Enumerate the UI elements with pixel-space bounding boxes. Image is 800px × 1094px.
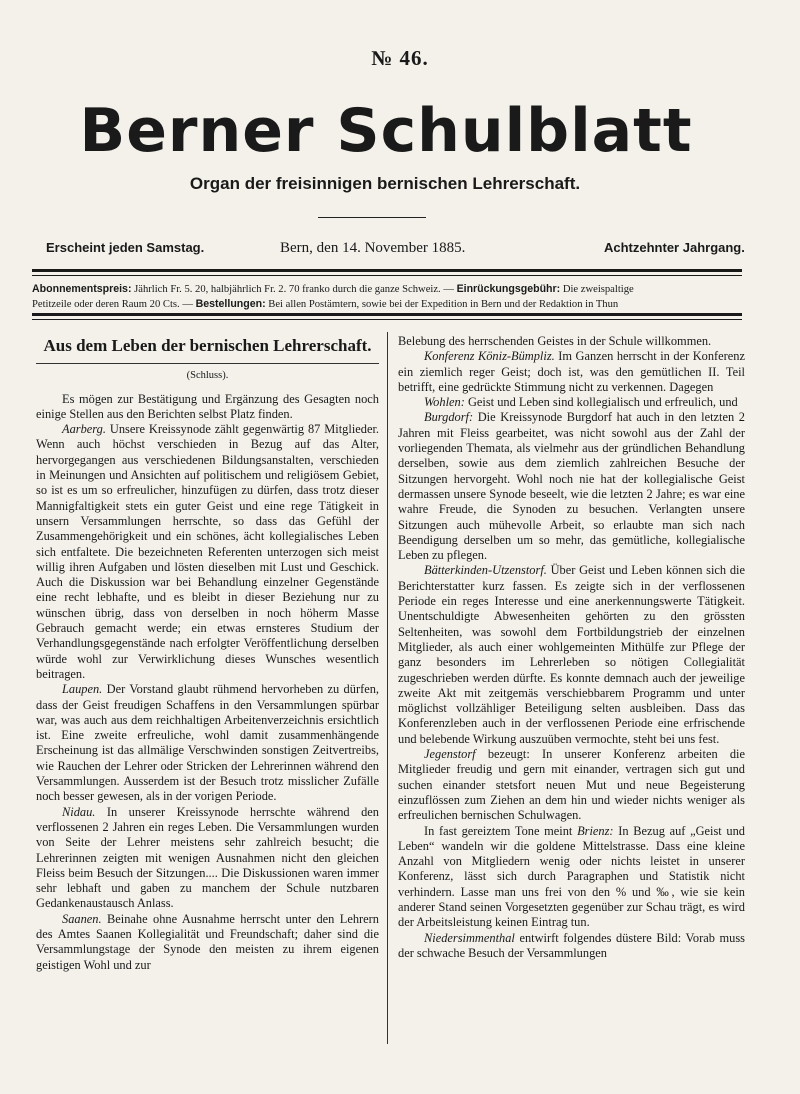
paragraph-text: In unserer Kreissynode herrschte während den verflossenen 2 Jahren ein reges Leben. Die Versammlungen wurden von Seite der Lehrer meistens sehr zahlreich besucht; die Lehrerinnen zeigten mit wenigen Ausnahmen nicht den gleichen Fleiss beim Besuch der Sitzungen.... Die Diskussionen waren immer sehr lebhaft und gaben zu manchem der Schule nutzbaren Gedankenaustausch Anlass. <box>36 804 379 911</box>
place-name: Wohlen: <box>424 395 465 410</box>
article-paragraph-saanen <box>36 912 379 973</box>
place-name: Laupen. <box>62 682 103 697</box>
column-divider <box>387 332 388 1044</box>
orders-text: Bei allen Postämtern, sowie bei der Expedition in Bern und der Redaktion in Thun <box>265 299 619 310</box>
paragraph-text: Der Vorstand glaubt rühmend hervorheben zu dürfen, dass der Geist freudigen Schaffens in den Versammlungen spürbar war, was auch aus dem reichhaltigen Arbeitenverzeichnis ersichtlich ist. Eine zweite erfreuliche, wohl damit zusammenhängende Erscheinung ist das allmälige Verschwinden sonstigen Zeitvertreibs, wie Rauchen der Lehrer oder Stricken der Lehrerinnen während den Versammlungen. Ausserdem ist der Besuch trotz misslicher Zufälle noch besser gewesen, als in der vorigen Periode. <box>36 682 379 804</box>
paragraph-text: entwirft folgendes düstere Bild: Vorab muss der schwache Besuch der Versammlungen <box>398 930 745 960</box>
article-paragraph: Es mögen zur Bestätigung und Ergänzung des Gesagten noch einige Stellen aus den Berichten selbst Platz finden. <box>36 391 379 421</box>
article-paragraph-wohlen <box>398 395 745 410</box>
volume-label: Achtzehnter Jahrgang. <box>604 240 745 255</box>
paragraph-text: Beinahe ohne Ausnahme herrscht unter den Lehrern des Amtes Saanen Kollegialität und Freundschaft; daher sind die Versammlungstage der Synode den meisten zu ihrem eigenen geistigen Wohl und zur <box>36 911 379 972</box>
subscription-info <box>32 282 742 312</box>
article-paragraph-brienz <box>398 824 745 931</box>
article-paragraph-baetterkinden <box>398 563 745 747</box>
article-paragraph-jegenstorf <box>398 747 745 823</box>
left-column <box>36 334 379 973</box>
place-name: Brienz: <box>577 823 614 838</box>
article-paragraph-nidau <box>36 805 379 912</box>
paragraph-text: In Bezug auf „Geist und Leben“ wandeln wir die goldene Mittelstrasse. Dass eine kleine Anzahl von Mitgliedern wenig oder nichts leistet in unserer Konferenz, lässt sich durch Paragraphen und Statistik nicht verhindern. Lasse man uns frei von den % und ‰, wie sie kein anderer Stand seinen Vorgesetzten gegenüber zur Schau trägt, es wird der Arbeitsleistung keinen Eintrag tun. <box>398 823 745 930</box>
publication-frequency: Erscheint jeden Samstag. <box>46 240 205 255</box>
continued-note: (Schluss). <box>186 370 229 382</box>
place-name: Bätterkinden-Utzenstorf. <box>424 563 547 578</box>
price-text: Jährlich Fr. 5. 20, halbjährlich Fr. 2. 70 franko durch die ganze Schweiz. — <box>131 284 457 295</box>
place-name: Saanen. <box>62 911 102 926</box>
paragraph-text: Unsere Kreissynode zählt gegenwärtig 87 Mitglieder. Wenn auch höchst verschieden in Bezug auf das Alter, hervorgegangen aus verschiedenen Bildungsanstalten, verschieden in Meinungen und Ansichten auf politischem und religiösem Gebiet, so ist es um so erfreulicher, hinzufügen zu dürfen, dass trotz dieser Mannigfaltigkeit stets ein guter Geist und eine rege Tätigkeit in unsern Versammlungen herrschte, so dass das Gefühl der Zusammengehörigkeit und ein schönes, ächt kollegialisches Leben sich entfaltete. Die bezeichneten Referenten unterzogen sich meist willig ihren Aufgaben und lösten dieselben mit Lust und Geschick. Auch die Diskussion war bei Behandlung einzelner Gegenstände eine recht lebhafte, und es bleibt in dieser Beziehung nur zu wünschen übrig, dass von derselben in noch höherm Masse Gebrauch gemacht werde; ein etwas ernsteres Studium der Verhandlungsgegenstände nach erfolgter Veröffentlichung derselben würde wohl zur Verwirklichung dieses Wunsches wesentlich beitragen. <box>36 422 379 681</box>
article-paragraph-aarberg <box>36 422 379 682</box>
orders-label: Bestellungen: <box>195 298 266 310</box>
header-rule-top <box>32 269 742 272</box>
place-name: Konferenz Köniz-Bümpliz. <box>424 349 555 364</box>
paragraph-text: Die Kreissynode Burgdorf hat auch in den letzten 2 Jahren mit Fleiss gearbeitet, was nicht sowohl aus der Zahl der vorliegenden Themata, als vielmehr aus der gründlichen Behandlung derselben, sowie aus dem ziemlich zahlreichen Besuche der Sitzungen hervorgeht. Wohl noch nie hat der kollegialische Geist dermassen unsere Synode beseelt, wie die letzten 2 Jahre; es war eine wahre Freude, die Synoden zu besuchen. Verlangten unsere Sitzungen auch mühevolle Arbeit, so erlaubte man sich nach Beendigung derselben um so mehr, das gemütliche, kollegialische Leben zu pflegen. <box>398 410 745 563</box>
paragraph-text: Über Geist und Leben können sich die Berichterstatter kurz fassen. Es zeigte sich in der verflossenen Periode ein reges Interesse und eine anerkennungswerte Tätigkeit. Unentschuldigte Abwesenheiten gehörten zu den grössten Seltenheiten, was sowohl dem Fortbildungstrieb der einzelnen Mitglieder, als auch einer wohlgemeinten Mithülfe zur Pflege der ganz besonders im Lehrerleben so nötigen Collegialität zugeschrieben werden dürfte. Es konnte demnach auch der jeweilige zweite Akt mit zeitgemäs verschiebbarem Programm und unter möglichst vollzähliger Beteiligung selten ausbleiben. Dass das Konferenzleben auch in der verflossenen Periode eine erfrischende und belebende Wirkung auszuüben vermochte, steht bei uns fest. <box>398 563 745 746</box>
insertion-label: Einrückungsgebühr: <box>456 283 561 295</box>
price-label: Abonnementspreis: <box>32 283 132 295</box>
article-paragraph-laupen <box>36 682 379 804</box>
article-title: Aus dem Leben der bernischen Lehrerschaft. <box>43 336 372 355</box>
place-name: Aarberg. <box>62 422 106 437</box>
paragraph-text: bezeugt: In unserer Konferenz arbeiten die Mitglieder freudig und gern mit einander, vertragen sich gut und suchen einander stetsfort neuen Mut und neue Begeisterung einzuflössen zum Ziehen an dem hin und wieder nichts weniger als erfreulichen bernischen Schulwagen. <box>398 747 745 823</box>
insertion-text: Die zweispaltige <box>560 284 634 295</box>
issue-number: № 46. <box>371 46 429 70</box>
title-divider <box>318 217 426 218</box>
place-name: Niedersimmenthal <box>424 930 515 945</box>
place-name: Burgdorf: <box>424 410 474 425</box>
insertion-text-2: Petitzeile oder deren Raum 20 Cts. — <box>32 299 196 310</box>
paragraph-text: Im Ganzen herrscht in der Konferenz ein ziemlich reger Geist; doch ist, was den gemütlichen II. Teil betrifft, eine gedrückte Stimmung nicht zu verkennen. Dagegen <box>398 349 745 394</box>
place-name: Jegenstorf <box>424 747 476 762</box>
right-column <box>398 334 745 961</box>
place-name: Nidau. <box>62 804 96 819</box>
header-rule-top-thin <box>32 275 742 276</box>
date-line: Bern, den 14. November 1885. <box>280 240 466 256</box>
header-rule-bottom <box>32 313 742 316</box>
header-rule-bottom-thin <box>32 319 742 320</box>
article-paragraph-burgdorf <box>398 410 745 563</box>
article-paragraph-koeniz <box>398 349 745 395</box>
paragraph-text: Geist und Leben sind kollegialisch und erfreulich, und <box>464 395 738 410</box>
article-title-rule <box>36 363 379 364</box>
newspaper-subtitle: Organ der freisinnigen bernischen Lehrerschaft. <box>189 174 581 193</box>
paragraph-text: In fast gereiztem Tone meint <box>424 823 578 838</box>
article-paragraph-niedersimmenthal <box>398 931 745 962</box>
article-paragraph-continued: Belebung des herrschenden Geistes in der Schule willkommen. <box>398 334 712 348</box>
newspaper-title: Berner Schulblatt <box>79 96 693 166</box>
